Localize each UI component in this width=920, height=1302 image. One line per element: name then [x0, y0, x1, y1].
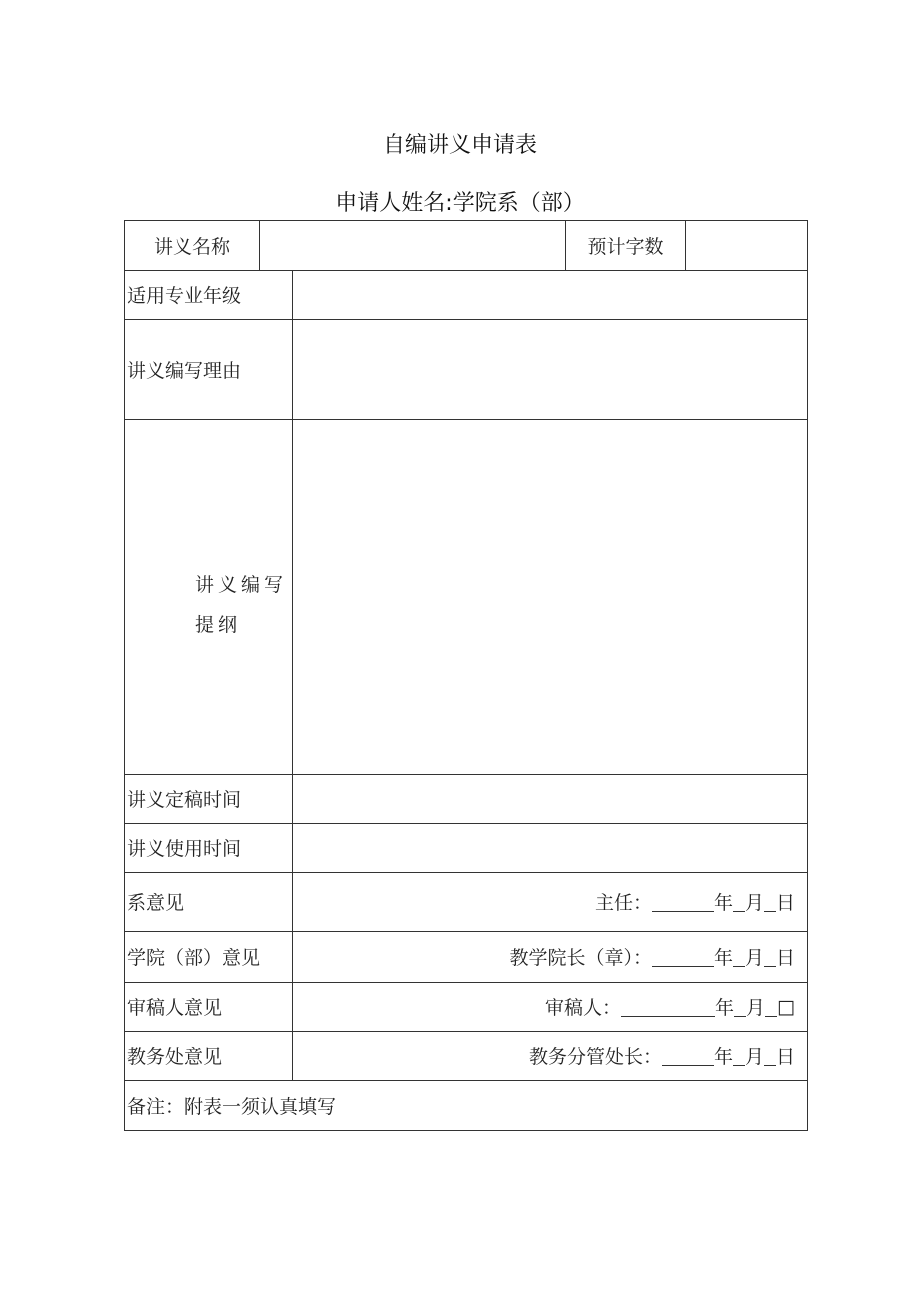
year-blank[interactable] [652, 891, 714, 912]
month-blank[interactable] [733, 1045, 745, 1066]
lecture-name-input[interactable] [260, 221, 565, 270]
year-blank[interactable] [621, 996, 715, 1017]
day-blank[interactable] [764, 946, 776, 967]
dept-opinion-label: 系意见 [127, 892, 185, 914]
day-blank[interactable] [764, 891, 776, 912]
note: 备注：附表一须认真填写 [127, 1095, 337, 1118]
day-blank[interactable] [764, 1045, 776, 1066]
dept-signature[interactable] [293, 872, 807, 931]
month-label: 月 [744, 892, 764, 914]
reviewer-opinion-label: 审稿人意见 [127, 997, 223, 1019]
affairs-sign-label: 教务分管处长： [528, 1046, 662, 1068]
day-label: 日 [775, 892, 795, 914]
major-grade-input[interactable] [293, 270, 807, 319]
outline-label-cell [125, 419, 292, 774]
outline-label-line2: 提纲 [195, 614, 242, 636]
college-signature[interactable] [293, 931, 807, 982]
outline-label-line1: 讲义编写 [195, 574, 288, 596]
year-blank[interactable] [662, 1045, 714, 1066]
college-sign-label: 教学院长（章）： [509, 947, 652, 969]
affairs-opinion-label: 教务处意见 [127, 1046, 223, 1068]
page-title: 自编讲义申请表 [382, 133, 537, 158]
use-time-input[interactable] [293, 823, 807, 872]
day-label: 日 [775, 947, 795, 969]
year-label: 年 [713, 892, 733, 914]
major-grade-label: 适用专业年级 [127, 285, 242, 307]
dept-sign-label: 主任： [594, 892, 652, 914]
day-blank[interactable] [765, 996, 777, 1017]
final-time-input[interactable] [293, 774, 807, 823]
year-label: 年 [713, 1046, 733, 1068]
applicant-line: 申请人姓名:学院系（部） [335, 191, 585, 216]
month-blank[interactable] [733, 946, 745, 967]
reviewer-sign-label: 审稿人： [545, 997, 622, 1019]
month-blank[interactable] [733, 891, 745, 912]
month-label: 月 [746, 997, 766, 1019]
final-time-label: 讲义定稿时间 [127, 789, 242, 811]
month-label: 月 [744, 947, 764, 969]
word-count-input[interactable] [686, 221, 807, 270]
reason-label: 讲义编写理由 [127, 359, 242, 382]
college-opinion-label: 学院（部）意见 [127, 947, 261, 969]
reason-input[interactable] [293, 319, 807, 419]
lecture-name-label: 讲义名称 [153, 236, 230, 258]
day-box-glyph: □ [777, 995, 795, 1018]
month-label: 月 [744, 1046, 764, 1068]
month-blank[interactable] [734, 996, 746, 1017]
word-count-label: 预计字数 [587, 236, 664, 258]
year-blank[interactable] [652, 946, 714, 967]
year-label: 年 [713, 947, 733, 969]
affairs-signature[interactable] [293, 1031, 807, 1080]
outline-label [195, 565, 291, 645]
reviewer-signature[interactable] [293, 982, 807, 1031]
day-label: 日 [775, 1046, 795, 1068]
application-form-table [124, 220, 808, 1131]
use-time-label: 讲义使用时间 [127, 838, 242, 860]
outline-input[interactable] [293, 419, 807, 774]
year-label: 年 [715, 997, 735, 1019]
